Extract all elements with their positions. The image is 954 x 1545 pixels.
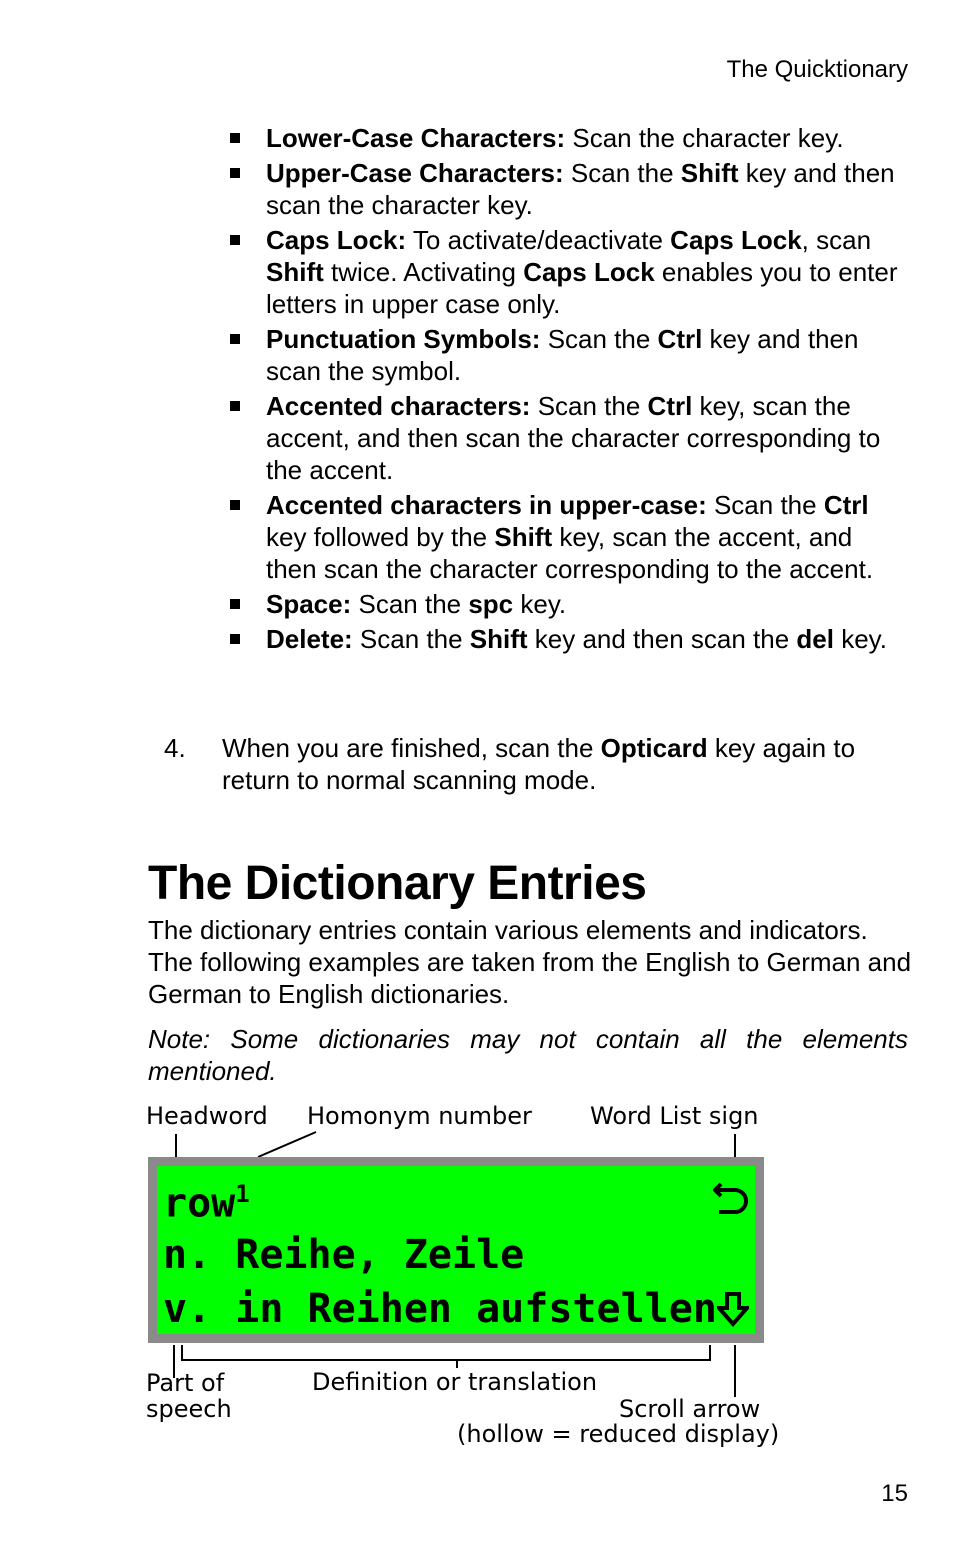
text-run: key. bbox=[833, 624, 887, 654]
page-number: 15 bbox=[881, 1480, 908, 1507]
hollow-down-arrow-icon bbox=[717, 1292, 749, 1328]
bold-term: Upper-Case Characters: bbox=[266, 158, 564, 188]
text-run: Scan the bbox=[706, 490, 824, 520]
bold-term: Punctuation Symbols: bbox=[266, 324, 541, 354]
homonym-number: 1 bbox=[235, 1180, 250, 1208]
bold-term: Ctrl bbox=[647, 391, 693, 421]
bold-term: Shift bbox=[469, 624, 528, 654]
text-run: key and then scan the symbol. bbox=[266, 324, 859, 386]
text-run: Scan the bbox=[351, 589, 469, 619]
text-run: key, scan the accent, and then scan the character corresponding to the accent. bbox=[266, 522, 874, 584]
part-of-speech-label-line1: Part of bbox=[146, 1369, 225, 1397]
bold-term: Shift bbox=[266, 257, 324, 287]
text-run: Scan the bbox=[530, 391, 648, 421]
scroll-arrow-label: Scroll arrow bbox=[619, 1395, 761, 1423]
screen-display bbox=[157, 1166, 755, 1334]
part-of-speech-label bbox=[146, 1370, 232, 1422]
text-run: key followed by the bbox=[266, 522, 495, 552]
text-run: key, scan the accent, and then scan the character corresponding to the accent. bbox=[266, 391, 881, 485]
definition-label: Definition or translation bbox=[312, 1368, 598, 1396]
bold-term: Ctrl bbox=[823, 490, 869, 520]
text-run: Scan the bbox=[540, 324, 658, 354]
text-run: twice. Activating bbox=[323, 257, 524, 287]
text-run: key and then scan the character key. bbox=[266, 158, 895, 220]
text-run: key and then scan the bbox=[527, 624, 797, 654]
return-arrow-icon bbox=[713, 1180, 749, 1218]
homonym-label: Homonym number bbox=[307, 1102, 532, 1130]
headword-label: Headword bbox=[146, 1102, 268, 1130]
section-heading: The Dictionary Entries bbox=[148, 857, 647, 910]
bold-term: Caps Lock bbox=[670, 225, 802, 255]
definition: in Reihen aufstellen bbox=[235, 1286, 717, 1332]
bold-term: del bbox=[796, 624, 834, 654]
bold-term: Caps Lock: bbox=[266, 225, 407, 255]
part-of-speech-label-line2: speech bbox=[146, 1395, 232, 1423]
text-run: When you are finished, scan the bbox=[222, 733, 601, 763]
screen-line-2 bbox=[163, 1232, 524, 1278]
screen-line-3 bbox=[163, 1286, 717, 1332]
bold-term: Ctrl bbox=[657, 324, 703, 354]
bold-term: spc bbox=[468, 589, 514, 619]
bold-term: Shift bbox=[494, 522, 553, 552]
text-run: To activate/deactivate bbox=[406, 225, 671, 255]
bold-term: Lower-Case Characters: bbox=[266, 123, 566, 153]
screen-headword-line bbox=[163, 1180, 250, 1226]
scroll-arrow-note: (hollow = reduced display) bbox=[457, 1420, 780, 1448]
part-of-speech: n. bbox=[163, 1232, 212, 1278]
note-paragraph: Note: Some dictionaries may not contain all the elements mentioned. bbox=[148, 1024, 908, 1086]
bold-term: Caps Lock bbox=[523, 257, 655, 287]
text-run: key. bbox=[513, 589, 567, 619]
text-run: enables you to enter letters in upper case only. bbox=[266, 257, 898, 319]
device-screen bbox=[148, 1157, 764, 1343]
screen-headword: row bbox=[163, 1180, 236, 1227]
running-header: The Quicktionary bbox=[726, 56, 908, 83]
text-run: Scan the bbox=[563, 158, 681, 188]
bold-term: Opticard bbox=[600, 733, 708, 763]
text-run: Scan the character key. bbox=[565, 123, 844, 153]
bold-term: Accented characters in upper-case: bbox=[266, 490, 707, 520]
bold-term: Accented characters: bbox=[266, 391, 531, 421]
text-run: , scan bbox=[801, 225, 872, 255]
part-of-speech: v. bbox=[163, 1286, 212, 1332]
word-list-label: Word List sign bbox=[590, 1102, 759, 1130]
intro-paragraph: The dictionary entries contain various elements and indicators. The following examples are taken from the English to German and German to English dictionaries. bbox=[148, 915, 912, 1009]
text-run: key again to return to normal scanning mode. bbox=[222, 733, 856, 795]
definition: Reihe, Zeile bbox=[235, 1232, 525, 1278]
step-number: 4. bbox=[164, 733, 186, 763]
text-run: Scan the bbox=[352, 624, 470, 654]
bold-term: Shift bbox=[680, 158, 739, 188]
bold-term: Delete: bbox=[266, 624, 353, 654]
bold-term: Space: bbox=[266, 589, 352, 619]
